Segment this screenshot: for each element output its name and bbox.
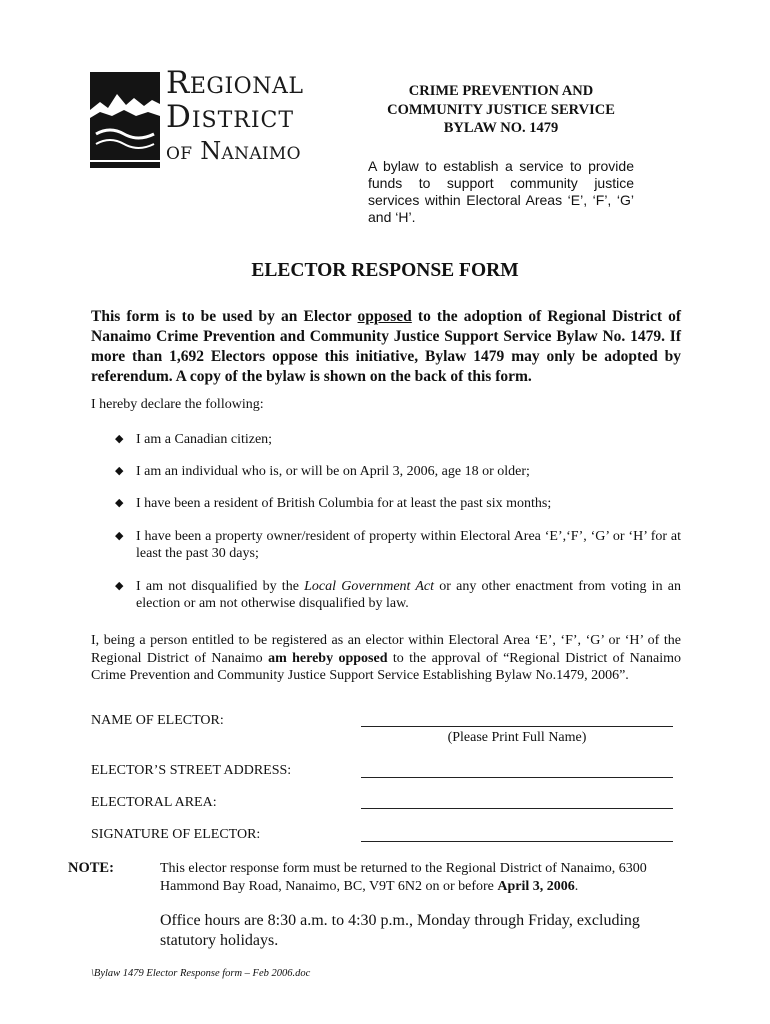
statement-bold: am hereby opposed xyxy=(268,650,388,666)
declaration-list xyxy=(115,431,681,627)
bylaw-title-line: BYLAW NO. 1479 xyxy=(443,120,559,136)
opposition-statement xyxy=(91,632,681,685)
note-label: NOTE: xyxy=(68,860,114,876)
bylaw-title-line: COMMUNITY JUSTICE SERVICE xyxy=(387,101,615,118)
declaration-act-name: Local Government Act xyxy=(304,578,435,594)
name-field[interactable] xyxy=(361,710,673,727)
logo-line-regional: Regional xyxy=(166,65,304,101)
logo-line-nanaimo: of Nanaimo xyxy=(166,137,301,165)
bylaw-description: A bylaw to establish a service to provide funds to support community justice services within Electoral Areas ‘E’, ‘F’, ‘G’ and ‘H’. xyxy=(368,157,634,225)
diamond-bullet-icon: ◆ xyxy=(115,579,124,592)
declaration-text: or any other enactment from voting in an election or am not otherwise disqualified by law. xyxy=(136,578,681,611)
declaration-item xyxy=(115,528,681,563)
statement-text: I, being a person entitled to be registered as an elector within Electoral Area ‘E’, ‘F’, ‘G’ or ‘H’ of the Regional District of Nanaimo xyxy=(91,633,681,666)
form-title: ELECTOR RESPONSE FORM xyxy=(251,260,519,281)
signature-field[interactable] xyxy=(361,825,673,842)
bylaw-header xyxy=(368,82,634,226)
address-label: ELECTOR’S STREET ADDRESS: xyxy=(91,763,292,778)
address-field[interactable] xyxy=(361,761,673,778)
diamond-bullet-icon: ◆ xyxy=(115,529,124,542)
note-end: . xyxy=(574,878,579,894)
name-label: NAME OF ELECTOR: xyxy=(91,713,224,728)
note-deadline: April 3, 2006 xyxy=(497,878,575,894)
diamond-bullet-icon: ◆ xyxy=(115,464,124,477)
diamond-bullet-icon: ◆ xyxy=(115,433,124,445)
bylaw-title xyxy=(368,82,634,138)
declaration-item xyxy=(115,578,681,613)
footer-filename: \Bylaw 1479 Elector Response form – Feb 2006.doc xyxy=(91,968,311,979)
declaration-text: I am an individual who is, or will be on April 3, 2006, age 18 or older; xyxy=(136,463,530,479)
rdn-logo xyxy=(90,66,322,172)
rdn-logo-mark-icon xyxy=(90,72,160,168)
intro-opposed: opposed xyxy=(357,308,412,325)
declaration-text: I am not disqualified by the xyxy=(136,578,305,594)
logo-line-district: District xyxy=(166,99,295,135)
bylaw-title-line: CRIME PREVENTION AND xyxy=(408,83,594,99)
intro-text: This form is to be used by an Elector xyxy=(91,308,358,325)
note-body: This elector response form must be returned to the Regional District of Nanaimo, 6300 Hammond Bay Road, Nanaimo, BC, V9T 6N2 on or before xyxy=(160,861,647,894)
declaration-text: I have been a resident of British Columbia for at least the past six months; xyxy=(136,496,552,511)
declaration-item xyxy=(115,431,681,449)
declaration-text: I am a Canadian citizen; xyxy=(136,432,273,447)
area-label: ELECTORAL AREA: xyxy=(91,795,217,810)
note-text xyxy=(160,860,680,895)
office-hours: Office hours are 8:30 a.m. to 4:30 p.m., Monday through Friday, excluding statutory holidays. xyxy=(160,912,640,949)
statement-text: to the approval of “Regional District of Nanaimo Crime Prevention and Community Justice Support Service Establishing Bylaw No.1479, 2006”. xyxy=(91,650,681,683)
area-field[interactable] xyxy=(361,792,673,809)
signature-label: SIGNATURE OF ELECTOR: xyxy=(91,827,261,842)
declaration-lead: I hereby declare the following: xyxy=(91,397,264,412)
name-hint: (Please Print Full Name) xyxy=(447,730,587,745)
declaration-text: I have been a property owner/resident of property within Electoral Area ‘E’,‘F’, ‘G’ or ‘H’ for at least the past 30 days; xyxy=(136,528,681,561)
intro-paragraph xyxy=(91,307,681,387)
declaration-item xyxy=(115,495,681,513)
intro-text: to the adoption of Regional District of Nanaimo Crime Prevention and Community Justice Support Service Bylaw No. 1479. If more than 1,692 Electors oppose this initiative, Bylaw 1479 may only be adopted by referendum. A copy of the bylaw is shown on the back of this form. xyxy=(91,308,682,385)
declaration-item xyxy=(115,463,681,481)
diamond-bullet-icon: ◆ xyxy=(115,497,124,509)
